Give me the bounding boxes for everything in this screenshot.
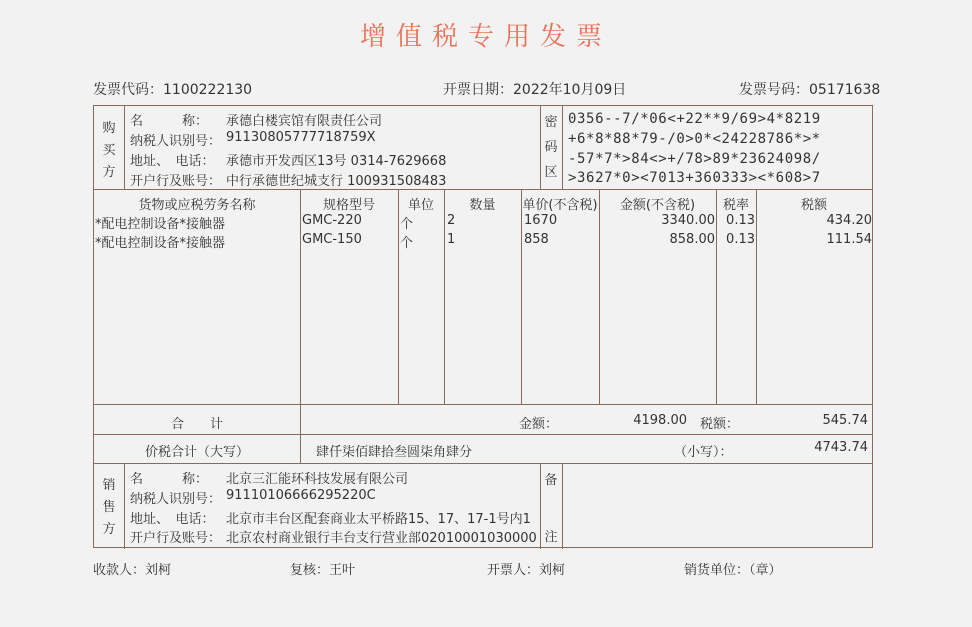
col-header-rate: 税率 xyxy=(722,198,749,213)
grand-total-value: 4743.74 xyxy=(814,440,868,455)
payee-value: 刘柯 xyxy=(145,563,172,578)
divider xyxy=(300,434,301,463)
col-header-spec: 规格型号 xyxy=(322,198,375,213)
cipher-label-char: 密 xyxy=(544,115,558,130)
col-header-name: 货物或应税劳务名称 xyxy=(138,198,256,213)
grand-total-label: 价税合计（大写） xyxy=(144,445,249,460)
seller-tax-id-label: 纳税人识别号： xyxy=(130,492,222,507)
remarks-label-top: 备 xyxy=(544,473,558,488)
col-header-qty: 数量 xyxy=(469,198,496,213)
cipher-label-char: 码 xyxy=(544,140,558,155)
divider xyxy=(300,189,301,434)
footer-issuer xyxy=(487,559,565,578)
totals-amount: 4198.00 xyxy=(633,413,687,428)
item-amount: 858.00 xyxy=(669,232,715,247)
issuer-label: 开票人： xyxy=(487,563,540,578)
item-tax: 111.54 xyxy=(826,232,872,247)
buyer-label-char: 买 xyxy=(102,143,116,158)
divider xyxy=(521,189,522,404)
item-unit: 个 xyxy=(400,217,414,232)
invoice-date-label: 开票日期： xyxy=(443,82,513,98)
invoice-number xyxy=(739,79,880,99)
seller-name-label: 名 称： xyxy=(130,472,209,487)
divider xyxy=(94,404,872,405)
invoice-code-value: 1100222130 xyxy=(163,82,253,98)
item-unit: 个 xyxy=(400,236,414,251)
divider xyxy=(94,434,872,435)
seller-tax-id: 91110106666295220C xyxy=(226,488,376,503)
invoice-date xyxy=(443,79,626,99)
item-tax: 434.20 xyxy=(826,213,872,228)
seller-label-char: 方 xyxy=(102,522,116,537)
invoice-date-value: 2022年10月09日 xyxy=(513,82,627,98)
grand-total-words: 肆仟柒佰肆拾叁圆柒角肆分 xyxy=(316,445,473,460)
buyer-address-label: 地址、 电话： xyxy=(130,154,215,169)
invoice-title: 增值税专用发票 xyxy=(359,22,612,52)
seller-label-char: 销 xyxy=(102,478,116,493)
footer-payee xyxy=(93,559,171,578)
seller-label-char: 售 xyxy=(102,500,116,515)
buyer-tax-id: 91130805777718759X xyxy=(226,130,376,145)
seller-bank: 北京农村商业银行丰台支行营业部02010001030000 xyxy=(226,531,537,546)
totals-tax-label: 税额： xyxy=(700,417,740,432)
buyer-tax-id-label: 纳税人识别号： xyxy=(130,134,222,149)
buyer-label-char: 购 xyxy=(102,121,116,136)
totals-amount-label: 金额： xyxy=(519,417,559,432)
cipher-label-char: 区 xyxy=(544,165,558,180)
payee-label: 收款人： xyxy=(93,563,146,578)
seller-bank-label: 开户行及账号： xyxy=(130,531,222,546)
issuer-value: 刘柯 xyxy=(539,563,566,578)
invoice-code xyxy=(93,79,252,99)
totals-label: 合 计 xyxy=(170,417,223,432)
col-header-amount: 金额(不含税) xyxy=(619,198,696,213)
grand-total-small-label: （小写）： xyxy=(674,445,733,460)
cipher-section-label xyxy=(540,110,562,185)
seller-name: 北京三汇能环科技发展有限公司 xyxy=(226,472,409,487)
item-amount: 3340.00 xyxy=(661,213,715,228)
invoice-code-label: 发票代码： xyxy=(93,82,163,98)
seller-address-label: 地址、 电话： xyxy=(130,512,215,527)
item-qty: 2 xyxy=(447,213,456,228)
col-header-unit: 单位 xyxy=(407,198,434,213)
item-rate: 0.13 xyxy=(726,213,755,228)
invoice-number-label: 发票号码： xyxy=(739,82,809,98)
invoice-number-value: 05171638 xyxy=(809,82,881,98)
item-rate: 0.13 xyxy=(726,232,755,247)
buyer-label-char: 方 xyxy=(102,165,116,180)
reviewer-label: 复核： xyxy=(290,563,330,578)
divider xyxy=(562,463,563,549)
buyer-section-label xyxy=(94,118,124,184)
invoice-frame xyxy=(93,105,873,548)
divider xyxy=(124,463,125,549)
reviewer-value: 王叶 xyxy=(329,563,356,578)
buyer-bank: 中行承德世纪城支行 100931508483 xyxy=(226,174,447,189)
divider xyxy=(124,106,125,189)
buyer-name-label: 名 称： xyxy=(130,114,209,129)
footer-reviewer xyxy=(290,559,355,578)
remarks-label-bottom: 注 xyxy=(544,530,558,545)
seller-address: 北京市丰台区配套商业太平桥路15、17、17-1号内1 xyxy=(226,512,531,527)
cipher-line: 0356--7/*06<+22**9/69>4*8219 xyxy=(568,111,821,127)
item-spec: GMC-150 xyxy=(302,232,362,247)
cipher-line: +6*8*88*79-/0>0*<24228786*>* xyxy=(568,131,821,147)
cipher-line: -57*7*>84<>+/78>89*23624098/ xyxy=(568,151,821,167)
col-header-tax: 税额 xyxy=(800,198,827,213)
footer-seller-unit: 销货单位：（章） xyxy=(684,563,782,578)
item-name: *配电控制设备*接触器 xyxy=(95,217,226,232)
buyer-name: 承德白楼宾馆有限责任公司 xyxy=(226,114,383,129)
seller-section-label xyxy=(94,475,124,541)
divider xyxy=(398,189,399,404)
item-price: 1670 xyxy=(524,213,558,228)
divider xyxy=(562,106,563,189)
item-spec: GMC-220 xyxy=(302,213,362,228)
item-name: *配电控制设备*接触器 xyxy=(95,236,226,251)
buyer-bank-label: 开户行及账号： xyxy=(130,174,222,189)
divider xyxy=(94,463,872,464)
item-qty: 1 xyxy=(447,232,456,247)
item-price: 858 xyxy=(524,232,549,247)
totals-tax: 545.74 xyxy=(822,413,868,428)
col-header-price: 单价(不含税) xyxy=(522,198,598,213)
cipher-line: >3627*0><7013+360333><*608>7 xyxy=(568,170,821,186)
buyer-address: 承德市开发西区13号 0314-7629668 xyxy=(226,154,447,169)
divider xyxy=(444,189,445,404)
